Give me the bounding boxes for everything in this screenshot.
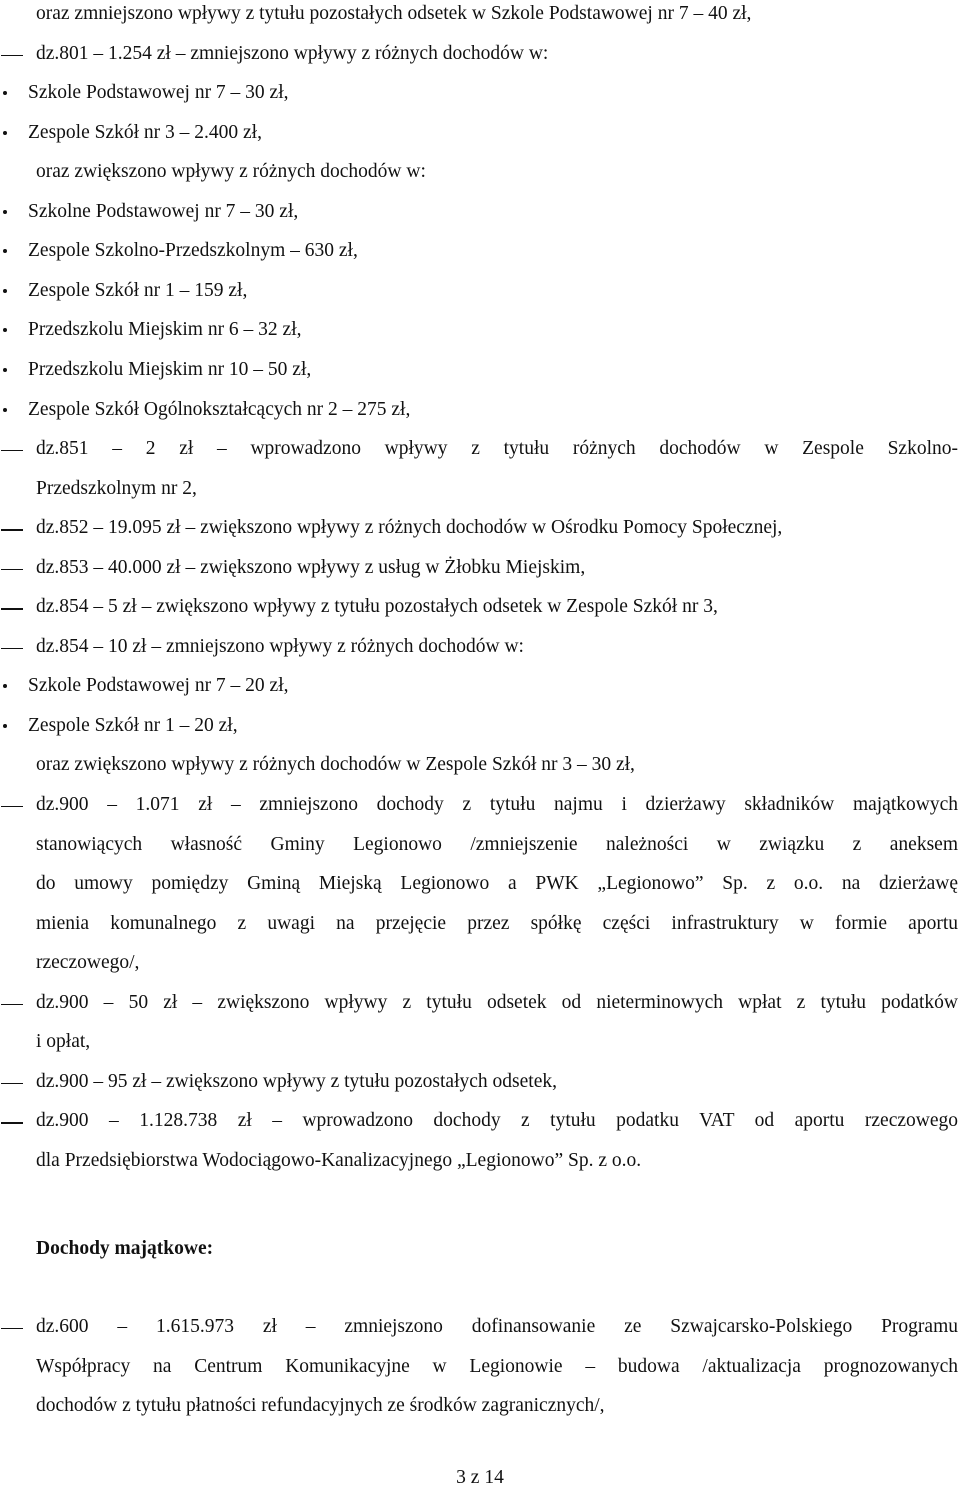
line-text: Szkole Podstawowej nr 7 – 20 zł,: [28, 675, 289, 697]
line-text: dz.852 – 19.095 zł – zwiększono wpływy z różnych dochodów w Ośrodku Pomocy Społecznej,: [36, 517, 783, 539]
line-text: Zespole Szkół nr 1 – 20 zł,: [28, 714, 238, 736]
line-text: dz.854 – 10 zł – zmniejszono wpływy z różnych dochodów w:: [36, 635, 524, 657]
line-text: Zespole Szkół nr 1 – 159 zł,: [28, 279, 248, 301]
line-text: dz.900 – 50 zł – zwiększono wpływy z tytułu odsetek od nieterminowych wpłat z tytułu podatków: [36, 991, 958, 1013]
line-text: dz.851 – 2 zł – wprowadzono wpływy z tytułu różnych dochodów w Zespole Szkolno-: [36, 438, 958, 460]
line-text: dla Przedsiębiorstwa Wodociągowo-Kanalizacyjnego „Legionowo” Sp. z o.o.: [36, 1149, 642, 1171]
line-text: dz.900 – 95 zł – zwiększono wpływy z tytułu pozostałych odsetek,: [36, 1070, 557, 1092]
line-text: oraz zwiększono wpływy z różnych dochodów w:: [36, 161, 426, 183]
line-text: dz.853 – 40.000 zł – zwiększono wpływy z usług w Żłobku Miejskim,: [36, 556, 586, 578]
line-text: Zespole Szkół Ogólnokształcących nr 2 – 275 zł,: [28, 398, 411, 420]
line-text: Przedszkolu Miejskim nr 6 – 32 zł,: [28, 319, 302, 341]
page-number: 3 z 14: [456, 1467, 504, 1488]
line-text: Szkolne Podstawowej nr 7 – 30 zł,: [28, 200, 299, 222]
line-text: oraz zwiększono wpływy z różnych dochodów w Zespole Szkół nr 3 – 30 zł,: [36, 754, 635, 776]
line-text: oraz zmniejszono wpływy z tytułu pozostałych odsetek w Szkole Podstawowej nr 7 – 40 zł,: [36, 3, 752, 24]
line-text: dz.900 – 1.128.738 zł – wprowadzono dochody z tytułu podatku VAT od aportu rzeczowego: [36, 1110, 958, 1132]
line-text: dz.854 – 5 zł – zwiększono wpływy z tytułu pozostałych odsetek w Zespole Szkół nr 3,: [36, 596, 718, 618]
line-text: dz.801 – 1.254 zł – zmniejszono wpływy z różnych dochodów w:: [36, 42, 549, 64]
line-text: stanowiących własność Gminy Legionowo /zmniejszenie należności w związku z aneksem: [36, 833, 958, 855]
line-text: Przedszkolnym nr 2,: [36, 477, 197, 499]
line-text: Zespole Szkolno-Przedszkolnym – 630 zł,: [28, 240, 358, 262]
line-text: rzeczowego/,: [36, 952, 140, 974]
line-text: Zespole Szkół nr 3 – 2.400 zł,: [28, 121, 262, 143]
line-text: dz.900 – 1.071 zł – zmniejszono dochody z tytułu najmu i dzierżawy składników majątkowych: [36, 794, 958, 815]
line-text: Przedszkolu Miejskim nr 10 – 50 zł,: [28, 358, 312, 380]
line-text: dz.600 – 1.615.973 zł – zmniejszono dofinansowanie ze Szwajcarsko-Polskiego Programu: [36, 1316, 958, 1337]
line-text: mienia komunalnego z uwagi na przejęcie przez spółkę części infrastruktury w formie aportu: [36, 912, 958, 934]
line-text: Szkole Podstawowej nr 7 – 30 zł,: [28, 82, 289, 104]
line-text: do umowy pomiędzy Gminą Miejską Legionowo a PWK „Legionowo” Sp. z o.o. na dzierżawę: [36, 873, 958, 895]
line-text: i opłat,: [36, 1031, 91, 1053]
line-text: dochodów z tytułu płatności refundacyjnych ze środków zagranicznych/,: [36, 1395, 605, 1416]
line-text: Współpracy na Centrum Komunikacyjne w Legionowie – budowa /aktualizacja prognozowanych: [36, 1355, 958, 1377]
section-heading: Dochody majątkowe:: [36, 1238, 214, 1259]
